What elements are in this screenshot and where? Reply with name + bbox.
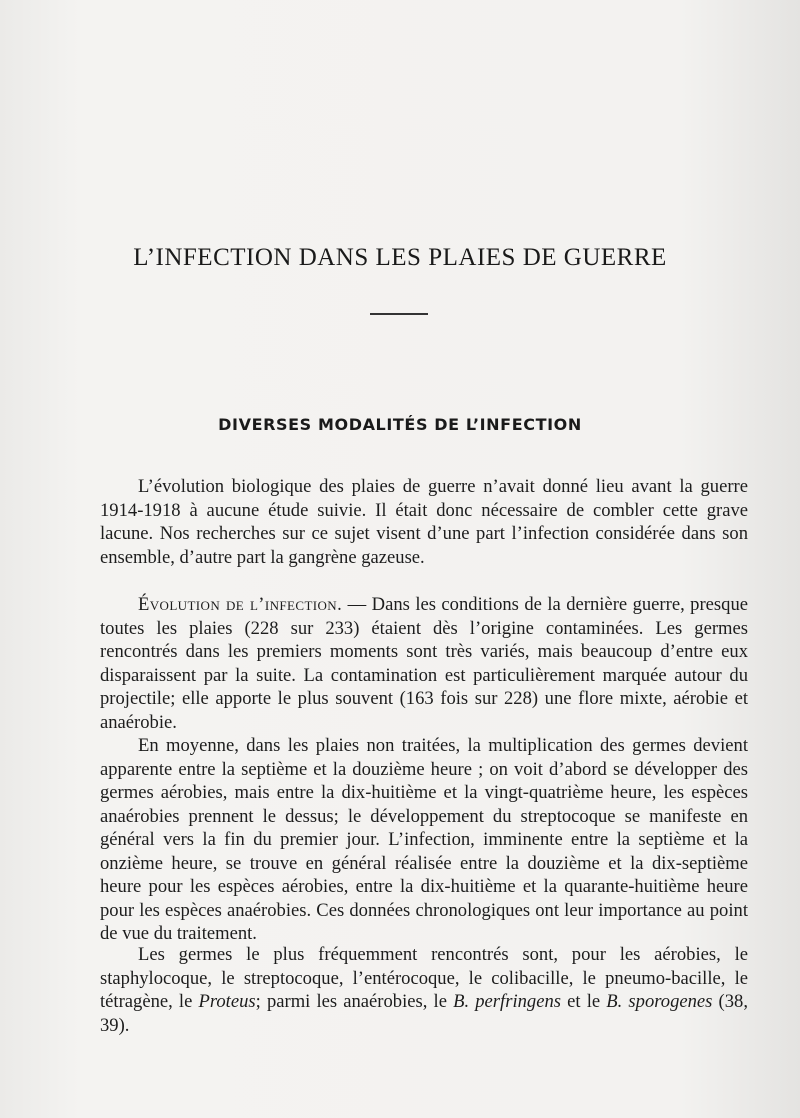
species-proteus: Proteus <box>198 991 256 1012</box>
paragraph-evolution-text: Dans les conditions de la dernière guerre, presque toutes les plaies (228 sur 233) étaient dès l’origine contaminées. Les germes rencontrés dans les premiers moments sont très variés, mais beaucoup d’entre eux disparaissent par la suite. La contamination est particulièrement marquée autour du projectile; elle apporte le plus souvent (163 fois sur 228) une flore mixte, aérobie et anaérobie. <box>100 594 748 733</box>
section-heading: DIVERSES MODALITÉS DE L’INFECTION <box>218 415 582 434</box>
species-perfringens: B. perfringens <box>453 991 561 1012</box>
page-title: L’INFECTION DANS LES PLAIES DE GUERRE <box>133 244 667 271</box>
em-dash: — <box>342 594 372 615</box>
paragraph-chronology-text: En moyenne, dans les plaies non traitées, la multiplication des germes devient apparente entre la septième et la douzième heure ; on voit d’abord se développer des germes aérobies, mais entre la dix-huitième et la vingt-quatrième heure, les espèces anaérobies prennent le dessus; le développement du streptocoque se manifeste en général vers la fin du premier jour. L’infection, imminente entre la septième et la onzième heure, se trouve en général réalisée entre la douzième et la dix-septième heure pour les espèces aérobies, entre la dix-huitième et la quarante-huitième heure pour les espèces anaérobies. Ces données chronologiques ont leur importance au point de vue du traitement. <box>100 735 748 944</box>
paragraph-evolution <box>100 593 748 734</box>
paragraph-intro-text: L’évolution biologique des plaies de guerre n’avait donné lieu avant la guerre 1914-1918 à aucune étude suivie. Il était donc nécessaire de combler cette grave lacune. Nos recherches sur ce sujet visent d’une part l’infection considérée dans son ensemble, d’autre part la gangrène gazeuse. <box>100 476 748 568</box>
run-in-heading: Évolution de l’infection. <box>138 594 343 615</box>
paragraph-chronology <box>100 734 748 946</box>
germs-text-d: (38, 39). <box>100 991 748 1036</box>
germs-text-c: et le <box>561 991 607 1012</box>
title-divider <box>370 313 428 315</box>
paragraph-germs <box>100 943 748 1037</box>
germs-text-b: ; parmi les anaérobies, le <box>255 991 454 1012</box>
paragraph-intro <box>100 475 748 569</box>
germs-text-a: Les germes le plus fréquemment rencontrés sont, pour les aérobies, le staphylocoque, le streptocoque, l’entérocoque, le colibacille, le pneumo-bacille, le tétragène, le <box>100 944 748 1012</box>
species-sporogenes: B. sporogenes <box>606 991 713 1012</box>
